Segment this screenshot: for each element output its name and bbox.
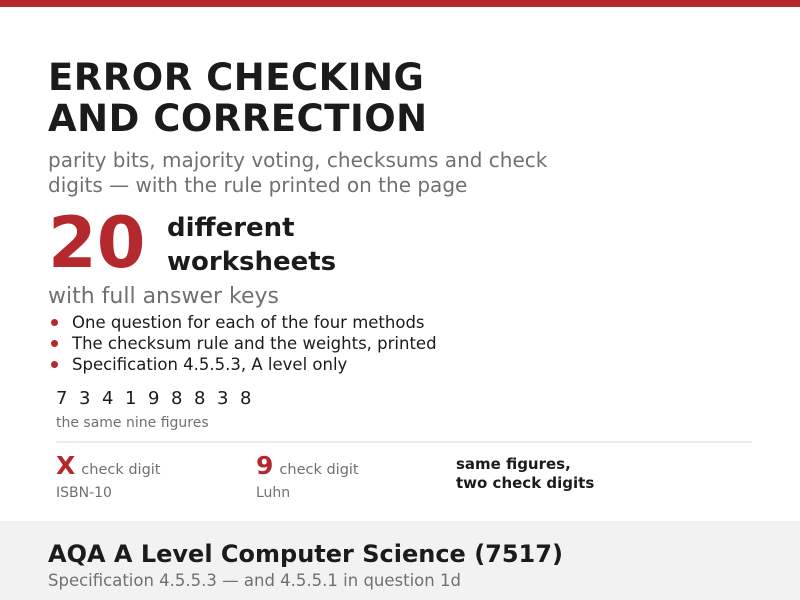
digit: 8 [240, 388, 252, 409]
check-digit-value: X [56, 451, 76, 480]
feature-list [48, 312, 437, 375]
note-line: same figures, [456, 455, 571, 473]
list-item-text: One question for each of the four methods [72, 313, 425, 332]
digit: 9 [148, 388, 160, 409]
check-digit-text: check digit [279, 462, 359, 478]
list-item [48, 312, 437, 333]
check-digit-text: check digit [81, 462, 161, 478]
digit-sequence-caption: the same nine figures [56, 415, 209, 431]
digit: 4 [102, 388, 114, 409]
count-label-line: worksheets [167, 247, 337, 277]
divider [56, 441, 752, 443]
list-item [48, 354, 437, 375]
digit: 8 [171, 388, 183, 409]
digit: 3 [79, 388, 91, 409]
list-item-text: Specification 4.5.5.3, A level only [72, 355, 348, 374]
digit: 1 [125, 388, 137, 409]
check-digit-algorithm: Luhn [256, 485, 291, 501]
title-line: AND CORRECTION [48, 97, 428, 140]
bullet-dot-icon [51, 340, 58, 347]
footer-subtitle: Specification 4.5.5.3 — and 4.5.5.1 in question 1d [48, 571, 461, 590]
note-line: two check digits [456, 474, 595, 492]
worksheet-count-label [167, 211, 387, 279]
answer-keys-text: with full answer keys [48, 284, 279, 309]
check-digit-isbn [56, 452, 161, 502]
check-digit-luhn [256, 452, 359, 502]
accent-top-bar [0, 0, 800, 7]
worksheet-count: 20 [48, 202, 146, 284]
comparison-note [456, 455, 676, 493]
digit-sequence [56, 387, 263, 411]
footer-band [0, 521, 800, 600]
page-title [48, 57, 428, 139]
check-digit-value: 9 [256, 451, 274, 480]
check-digit-row [56, 452, 161, 480]
check-digit-algorithm: ISBN-10 [56, 485, 112, 501]
count-label-line: different [167, 213, 295, 243]
bullet-dot-icon [51, 319, 58, 326]
digit: 3 [217, 388, 229, 409]
list-item [48, 333, 437, 354]
check-digit-row [256, 452, 359, 480]
page-subtitle: parity bits, majority voting, checksums and check digits — with the rule printed on the page [48, 148, 548, 197]
bullet-dot-icon [51, 361, 58, 368]
list-item-text: The checksum rule and the weights, printed [72, 334, 437, 353]
footer-title: AQA A Level Computer Science (7517) [48, 540, 563, 568]
digit: 8 [194, 388, 206, 409]
title-line: ERROR CHECKING [48, 56, 425, 99]
digit: 7 [56, 388, 68, 409]
